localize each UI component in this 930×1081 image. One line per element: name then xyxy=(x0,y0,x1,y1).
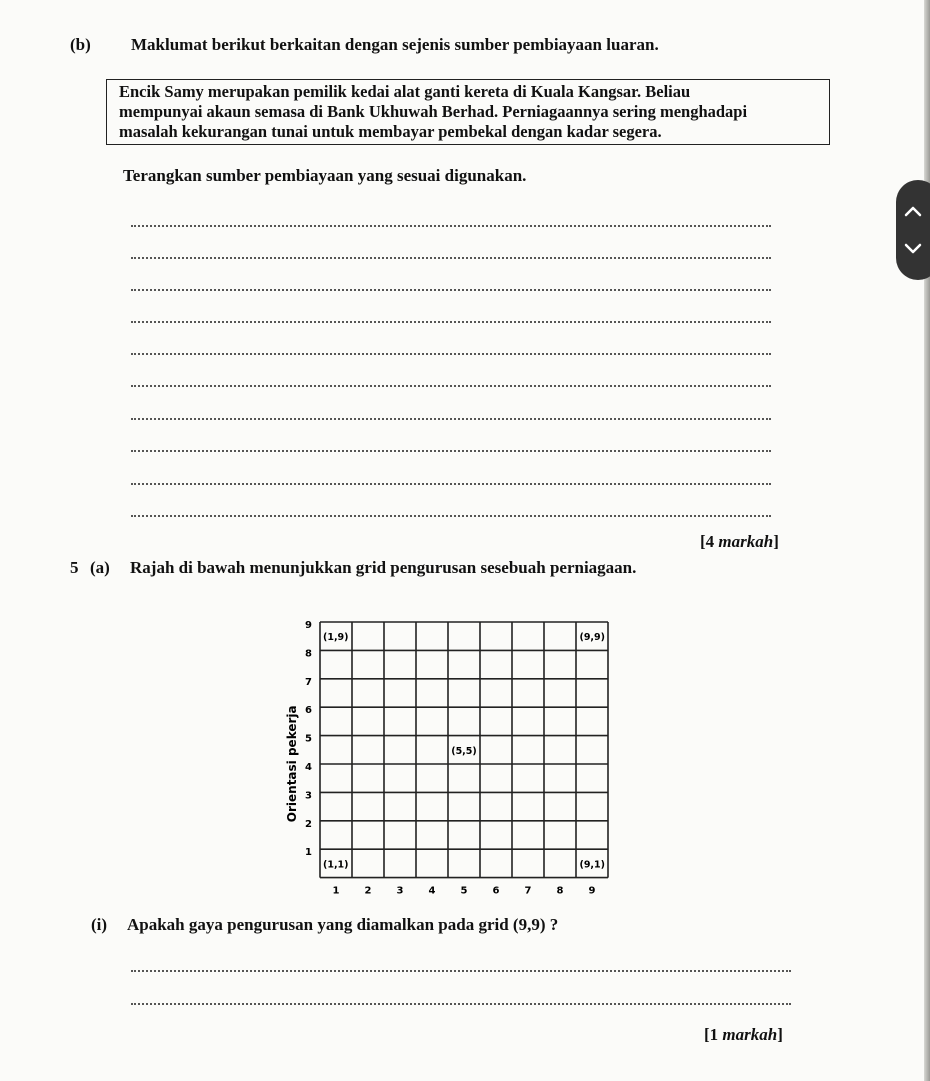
y-tick-label: 8 xyxy=(305,648,312,660)
point-label: (9,9) xyxy=(579,632,605,644)
answer-line[interactable] xyxy=(131,225,771,227)
case-line: Encik Samy merupakan pemilik kedai alat ganti kereta di Kuala Kangsar. Beliau xyxy=(119,82,691,101)
page-edge xyxy=(924,0,930,1081)
answer-line[interactable] xyxy=(131,970,791,972)
y-tick-label: 7 xyxy=(305,676,312,688)
answer-line[interactable] xyxy=(131,450,771,452)
y-tick-label: 6 xyxy=(305,705,312,717)
marks-i: [1 markah] xyxy=(704,1025,783,1044)
y-axis-label: Orientasi pekerja xyxy=(285,705,299,823)
y-tick-label: 2 xyxy=(305,818,312,830)
case-line: mempunyai akaun semasa di Bank Ukhuwah Berhad. Perniagaannya sering menghadapi xyxy=(119,102,748,121)
x-tick-label: 7 xyxy=(524,885,532,897)
answer-line[interactable] xyxy=(131,483,771,485)
point-label: (1,9) xyxy=(323,632,349,644)
point-label: (9,1) xyxy=(579,859,605,871)
page-scroll-control[interactable] xyxy=(896,180,930,280)
answer-line[interactable] xyxy=(131,515,771,517)
answer-line[interactable] xyxy=(131,257,771,259)
part-b-label: (b) xyxy=(70,35,91,54)
answer-line[interactable] xyxy=(131,385,771,387)
sub-i-label: (i) xyxy=(91,915,108,934)
x-tick-label: 9 xyxy=(588,885,596,897)
part-b-intro: Maklumat berikut berkaitan dengan sejenis sumber pembiayaan luaran. xyxy=(131,35,659,54)
grid-points xyxy=(323,632,605,870)
y-tick-label: 1 xyxy=(305,847,312,859)
x-tick-label: 6 xyxy=(492,885,500,897)
marks-b: [4 markah] xyxy=(700,532,779,551)
y-tick-label: 3 xyxy=(305,790,312,802)
chevron-up-icon[interactable] xyxy=(896,194,930,228)
part-a-text: Rajah di bawah menunjukkan grid pengurusan sesebuah perniagaan. xyxy=(130,558,637,577)
grid-ticks xyxy=(305,620,595,897)
answer-line[interactable] xyxy=(131,321,771,323)
point-label: (5,5) xyxy=(451,745,477,757)
point-label: (1,1) xyxy=(323,859,349,871)
x-tick-label: 8 xyxy=(556,885,564,897)
answer-line[interactable] xyxy=(131,1003,791,1005)
x-tick-label: 3 xyxy=(396,885,404,897)
answer-line[interactable] xyxy=(131,353,771,355)
chevron-down-icon[interactable] xyxy=(896,232,930,266)
y-tick-label: 9 xyxy=(305,620,312,631)
sub-i-text: Apakah gaya pengurusan yang diamalkan pada grid (9,9) ? xyxy=(127,915,559,934)
y-tick-label: 5 xyxy=(305,733,312,745)
x-tick-label: 1 xyxy=(332,885,340,897)
y-tick-label: 4 xyxy=(305,762,312,773)
x-tick-label: 2 xyxy=(364,885,372,897)
x-tick-label: 4 xyxy=(428,885,436,897)
answer-line[interactable] xyxy=(131,289,771,291)
question-number: 5 xyxy=(70,558,79,577)
management-grid xyxy=(270,600,630,910)
case-box xyxy=(106,79,830,145)
case-line: masalah kekurangan tunai untuk membayar pembekal dengan kadar segera. xyxy=(119,122,662,141)
x-tick-label: 5 xyxy=(460,885,468,897)
part-b-question: Terangkan sumber pembiayaan yang sesuai digunakan. xyxy=(123,166,527,185)
part-a-label: (a) xyxy=(90,558,110,577)
answer-line[interactable] xyxy=(131,418,771,420)
